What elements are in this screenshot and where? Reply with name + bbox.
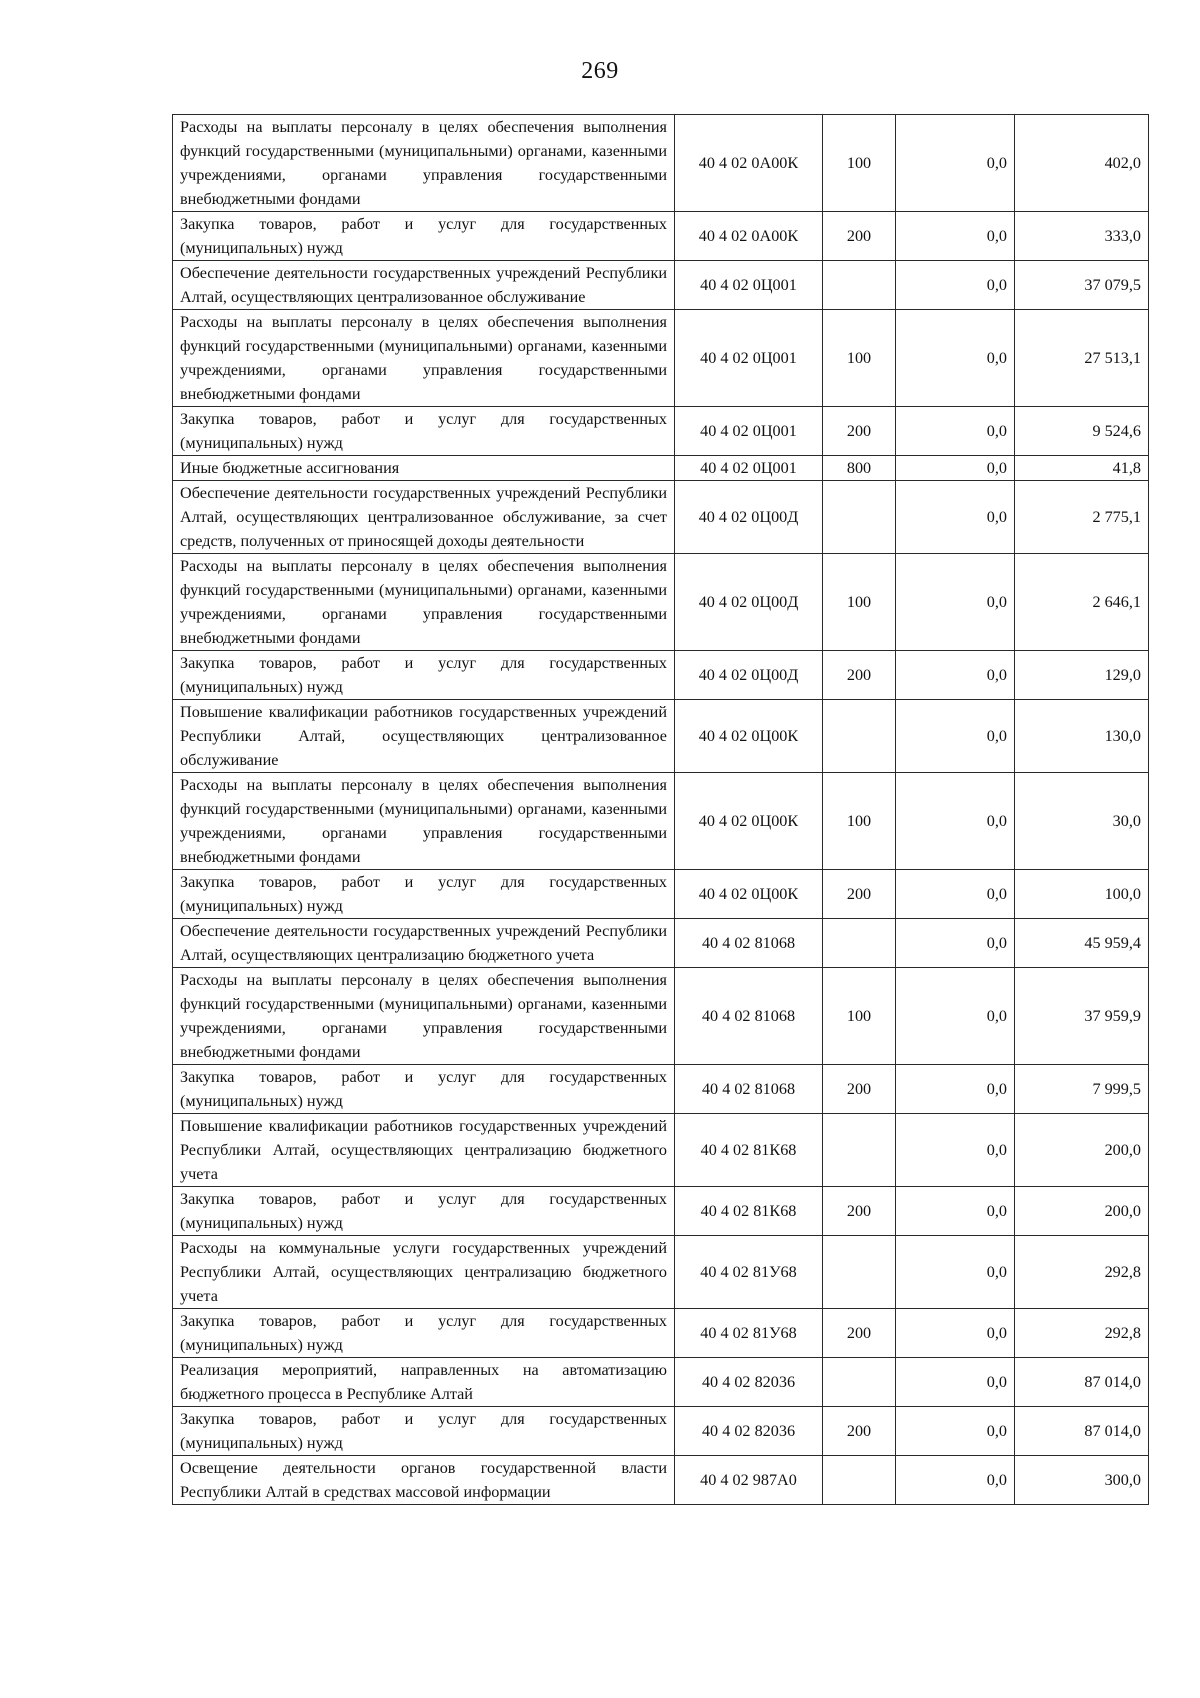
expense-type-cell	[823, 481, 896, 554]
table-row	[173, 1407, 1149, 1456]
target-article-code-cell: 40 4 02 81068	[675, 1065, 823, 1114]
amount-first-cell: 0,0	[896, 968, 1015, 1065]
table-row	[173, 1358, 1149, 1407]
table-row	[173, 261, 1149, 310]
expense-type-cell: 100	[823, 968, 896, 1065]
expense-type-cell: 200	[823, 1309, 896, 1358]
expense-name-cell: Освещение деятельности органов государственной власти Республики Алтай в средствах массовой информации	[173, 1456, 675, 1505]
amount-first-cell: 0,0	[896, 1236, 1015, 1309]
table-row	[173, 115, 1149, 212]
amount-second-cell: 292,8	[1015, 1236, 1149, 1309]
expense-name-cell: Расходы на выплаты персоналу в целях обеспечения выполнения функций государственными (муниципальными) органами, казенными учреждениями, органами управления государственными внебюджетными фондами	[173, 310, 675, 407]
expense-type-cell: 100	[823, 554, 896, 651]
table-row	[173, 1187, 1149, 1236]
expense-name-cell: Обеспечение деятельности государственных учреждений Республики Алтай, осуществляющих централизацию бюджетного учета	[173, 919, 675, 968]
amount-second-cell: 9 524,6	[1015, 407, 1149, 456]
amount-second-cell: 30,0	[1015, 773, 1149, 870]
expense-type-cell	[823, 1236, 896, 1309]
amount-first-cell: 0,0	[896, 115, 1015, 212]
expense-type-cell: 100	[823, 773, 896, 870]
amount-second-cell: 27 513,1	[1015, 310, 1149, 407]
amount-second-cell: 45 959,4	[1015, 919, 1149, 968]
target-article-code-cell: 40 4 02 81068	[675, 919, 823, 968]
target-article-code-cell: 40 4 02 0Ц001	[675, 407, 823, 456]
amount-first-cell: 0,0	[896, 919, 1015, 968]
amount-second-cell: 87 014,0	[1015, 1358, 1149, 1407]
expense-name-cell: Расходы на выплаты персоналу в целях обеспечения выполнения функций государственными (муниципальными) органами, казенными учреждениями, органами управления государственными внебюджетными фондами	[173, 115, 675, 212]
expense-type-cell	[823, 700, 896, 773]
amount-first-cell: 0,0	[896, 1309, 1015, 1358]
amount-second-cell: 333,0	[1015, 212, 1149, 261]
table-row	[173, 456, 1149, 481]
amount-second-cell: 37 959,9	[1015, 968, 1149, 1065]
target-article-code-cell: 40 4 02 0Ц00Д	[675, 554, 823, 651]
expense-name-cell: Расходы на выплаты персоналу в целях обеспечения выполнения функций государственными (муниципальными) органами, казенными учреждениями, органами управления государственными внебюджетными фондами	[173, 773, 675, 870]
expense-name-cell: Закупка товаров, работ и услуг для государственных (муниципальных) нужд	[173, 1187, 675, 1236]
table-row	[173, 481, 1149, 554]
table-row	[173, 870, 1149, 919]
target-article-code-cell: 40 4 02 0А00К	[675, 115, 823, 212]
target-article-code-cell: 40 4 02 0Ц001	[675, 456, 823, 481]
amount-second-cell: 2 646,1	[1015, 554, 1149, 651]
expense-name-cell: Расходы на выплаты персоналу в целях обеспечения выполнения функций государственными (муниципальными) органами, казенными учреждениями, органами управления государственными внебюджетными фондами	[173, 968, 675, 1065]
table-row	[173, 919, 1149, 968]
target-article-code-cell: 40 4 02 81К68	[675, 1114, 823, 1187]
expense-name-cell: Закупка товаров, работ и услуг для государственных (муниципальных) нужд	[173, 870, 675, 919]
amount-first-cell: 0,0	[896, 651, 1015, 700]
amount-first-cell: 0,0	[896, 1065, 1015, 1114]
amount-second-cell: 2 775,1	[1015, 481, 1149, 554]
amount-second-cell: 402,0	[1015, 115, 1149, 212]
amount-first-cell: 0,0	[896, 1358, 1015, 1407]
target-article-code-cell: 40 4 02 0Ц00К	[675, 870, 823, 919]
target-article-code-cell: 40 4 02 81068	[675, 968, 823, 1065]
amount-second-cell: 200,0	[1015, 1114, 1149, 1187]
target-article-code-cell: 40 4 02 0Ц00К	[675, 700, 823, 773]
expense-type-cell: 200	[823, 870, 896, 919]
target-article-code-cell: 40 4 02 0Ц001	[675, 261, 823, 310]
expense-type-cell	[823, 1114, 896, 1187]
target-article-code-cell: 40 4 02 81К68	[675, 1187, 823, 1236]
table-row	[173, 1309, 1149, 1358]
expense-name-cell: Закупка товаров, работ и услуг для государственных (муниципальных) нужд	[173, 212, 675, 261]
target-article-code-cell: 40 4 02 82036	[675, 1358, 823, 1407]
amount-second-cell: 37 079,5	[1015, 261, 1149, 310]
amount-second-cell: 200,0	[1015, 1187, 1149, 1236]
expense-type-cell	[823, 261, 896, 310]
target-article-code-cell: 40 4 02 0Ц001	[675, 310, 823, 407]
target-article-code-cell: 40 4 02 0Ц00Д	[675, 481, 823, 554]
target-article-code-cell: 40 4 02 987А0	[675, 1456, 823, 1505]
amount-first-cell: 0,0	[896, 870, 1015, 919]
amount-first-cell: 0,0	[896, 212, 1015, 261]
amount-second-cell: 7 999,5	[1015, 1065, 1149, 1114]
target-article-code-cell: 40 4 02 0Ц00Д	[675, 651, 823, 700]
table-row	[173, 310, 1149, 407]
expense-name-cell: Закупка товаров, работ и услуг для государственных (муниципальных) нужд	[173, 1407, 675, 1456]
table-row	[173, 1236, 1149, 1309]
amount-first-cell: 0,0	[896, 1456, 1015, 1505]
amount-first-cell: 0,0	[896, 261, 1015, 310]
budget-table-body	[173, 115, 1149, 1505]
expense-name-cell: Иные бюджетные ассигнования	[173, 456, 675, 481]
amount-first-cell: 0,0	[896, 481, 1015, 554]
expense-type-cell: 200	[823, 1407, 896, 1456]
expense-name-cell: Закупка товаров, работ и услуг для государственных (муниципальных) нужд	[173, 651, 675, 700]
expense-name-cell: Закупка товаров, работ и услуг для государственных (муниципальных) нужд	[173, 407, 675, 456]
expense-type-cell: 200	[823, 1187, 896, 1236]
amount-first-cell: 0,0	[896, 700, 1015, 773]
table-row	[173, 1065, 1149, 1114]
expense-type-cell	[823, 919, 896, 968]
budget-table	[172, 114, 1149, 1505]
amount-second-cell: 100,0	[1015, 870, 1149, 919]
expense-type-cell: 200	[823, 212, 896, 261]
table-row	[173, 407, 1149, 456]
target-article-code-cell: 40 4 02 81У68	[675, 1309, 823, 1358]
page-number: 269	[581, 58, 619, 84]
amount-second-cell: 129,0	[1015, 651, 1149, 700]
amount-first-cell: 0,0	[896, 1114, 1015, 1187]
amount-first-cell: 0,0	[896, 1187, 1015, 1236]
expense-name-cell: Повышение квалификации работников государственных учреждений Республики Алтай, осуществляющих централизованное обслуживание	[173, 700, 675, 773]
expense-type-cell: 800	[823, 456, 896, 481]
target-article-code-cell: 40 4 02 81У68	[675, 1236, 823, 1309]
amount-second-cell: 130,0	[1015, 700, 1149, 773]
amount-first-cell: 0,0	[896, 554, 1015, 651]
table-row	[173, 968, 1149, 1065]
expense-name-cell: Закупка товаров, работ и услуг для государственных (муниципальных) нужд	[173, 1065, 675, 1114]
amount-first-cell: 0,0	[896, 456, 1015, 481]
amount-second-cell: 300,0	[1015, 1456, 1149, 1505]
amount-first-cell: 0,0	[896, 1407, 1015, 1456]
amount-first-cell: 0,0	[896, 310, 1015, 407]
target-article-code-cell: 40 4 02 0Ц00К	[675, 773, 823, 870]
expense-name-cell: Реализация мероприятий, направленных на автоматизацию бюджетного процесса в Республике Алтай	[173, 1358, 675, 1407]
amount-second-cell: 292,8	[1015, 1309, 1149, 1358]
table-row	[173, 1456, 1149, 1505]
expense-type-cell	[823, 1358, 896, 1407]
expense-type-cell: 100	[823, 310, 896, 407]
target-article-code-cell: 40 4 02 0А00К	[675, 212, 823, 261]
expense-type-cell: 100	[823, 115, 896, 212]
amount-first-cell: 0,0	[896, 407, 1015, 456]
expense-name-cell: Закупка товаров, работ и услуг для государственных (муниципальных) нужд	[173, 1309, 675, 1358]
expense-type-cell: 200	[823, 1065, 896, 1114]
amount-second-cell: 41,8	[1015, 456, 1149, 481]
table-row	[173, 1114, 1149, 1187]
table-row	[173, 212, 1149, 261]
amount-first-cell: 0,0	[896, 773, 1015, 870]
expense-name-cell: Расходы на выплаты персоналу в целях обеспечения выполнения функций государственными (муниципальными) органами, казенными учреждениями, органами управления государственными внебюджетными фондами	[173, 554, 675, 651]
expense-name-cell: Обеспечение деятельности государственных учреждений Республики Алтай, осуществляющих централизованное обслуживание, за счет средств, полученных от приносящей доходы деятельности	[173, 481, 675, 554]
target-article-code-cell: 40 4 02 82036	[675, 1407, 823, 1456]
expense-name-cell: Обеспечение деятельности государственных учреждений Республики Алтай, осуществляющих централизованное обслуживание	[173, 261, 675, 310]
table-row	[173, 700, 1149, 773]
table-row	[173, 651, 1149, 700]
expense-type-cell: 200	[823, 407, 896, 456]
table-row	[173, 554, 1149, 651]
expense-name-cell: Повышение квалификации работников государственных учреждений Республики Алтай, осуществляющих централизацию бюджетного учета	[173, 1114, 675, 1187]
amount-second-cell: 87 014,0	[1015, 1407, 1149, 1456]
expense-type-cell	[823, 1456, 896, 1505]
expense-name-cell: Расходы на коммунальные услуги государственных учреждений Республики Алтай, осуществляющих централизацию бюджетного учета	[173, 1236, 675, 1309]
expense-type-cell: 200	[823, 651, 896, 700]
table-row	[173, 773, 1149, 870]
